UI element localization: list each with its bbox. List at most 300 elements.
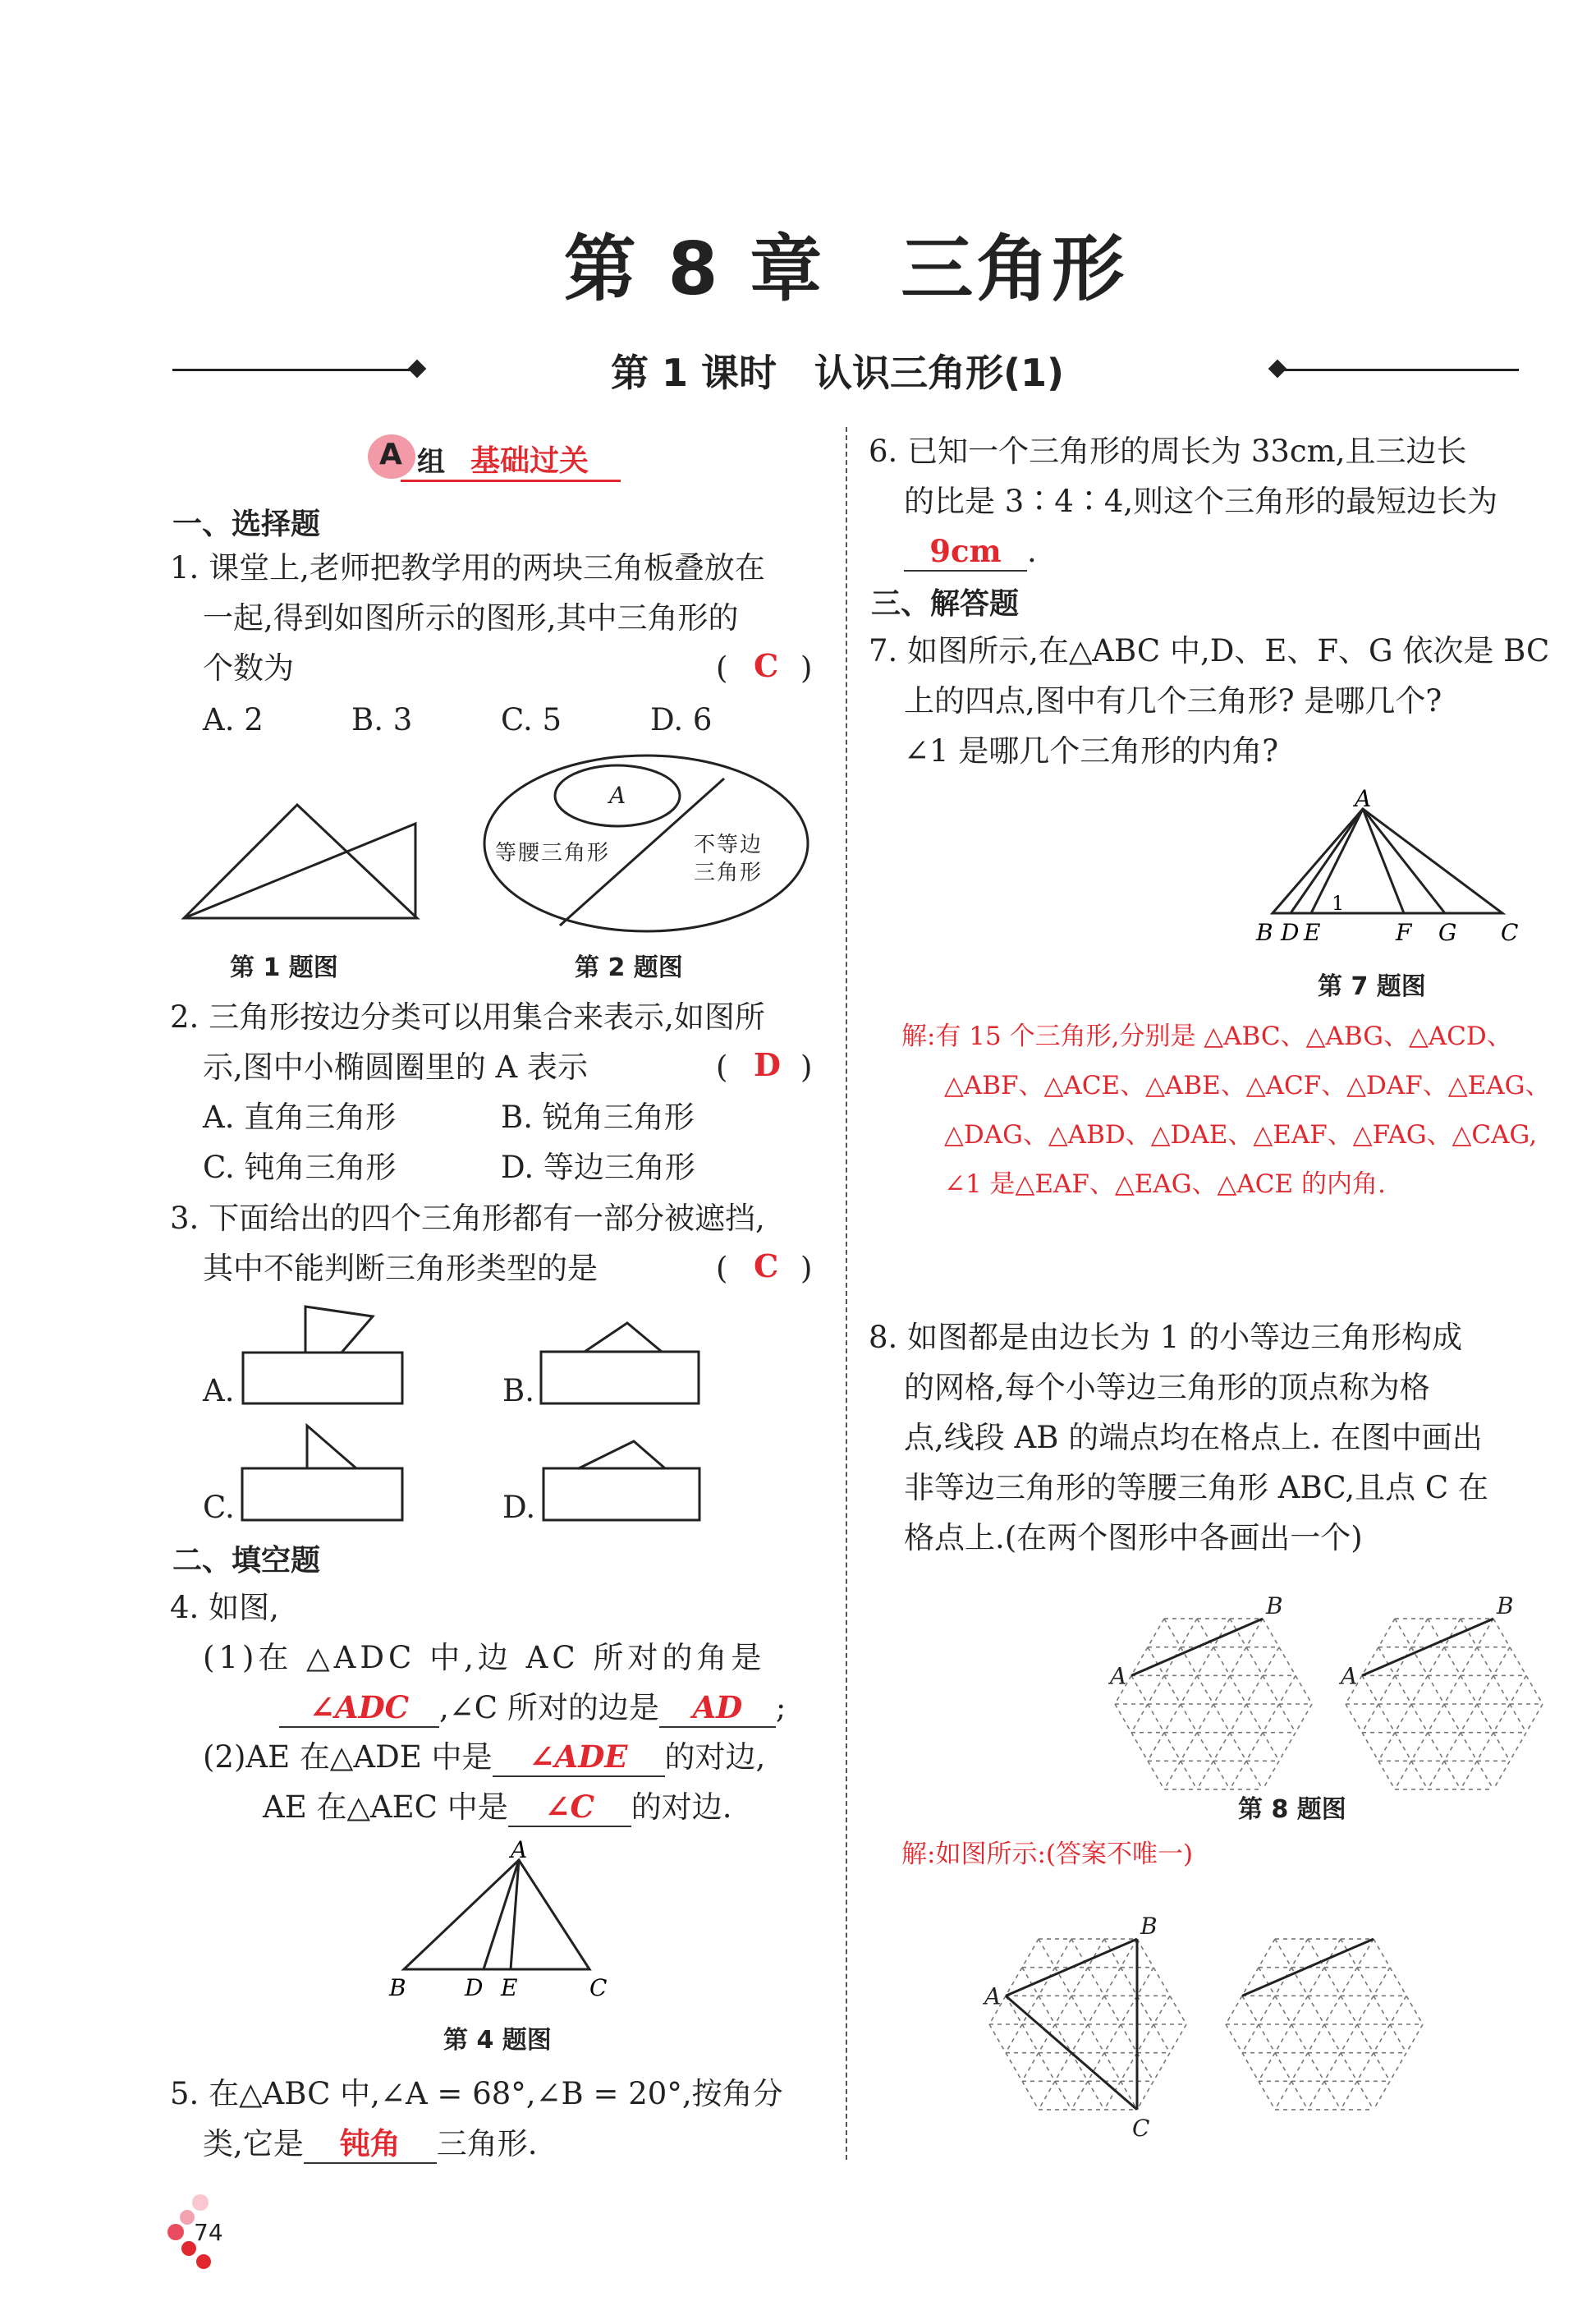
q8-solution-right-grid-line bbox=[1242, 2053, 1259, 2082]
q8-solution-left-grid-line bbox=[1071, 1996, 1088, 2024]
q1-paren-open: ( bbox=[716, 650, 728, 686]
q4-intro: 4. 如图, bbox=[170, 1590, 279, 1625]
q8-grid-right-grid-line bbox=[1444, 1761, 1461, 1789]
q2-option-a: A. 直角三角形 bbox=[203, 1100, 397, 1135]
q8-grid-left-grid-line bbox=[1213, 1675, 1230, 1704]
q8-grid-left-grid-line bbox=[1197, 1733, 1213, 1762]
q8-grid-left-grid-line bbox=[1246, 1704, 1263, 1733]
q8-grid-right-grid-line bbox=[1395, 1733, 1411, 1762]
q8-line2: 的网格,每个小等边三角形的顶点称为格 bbox=[904, 1370, 1430, 1405]
q8-solution-left-grid-line bbox=[1121, 2081, 1137, 2110]
q8-grid-right-grid-line bbox=[1428, 1704, 1444, 1733]
q8-grid-right-grid-line bbox=[1411, 1619, 1428, 1647]
q8-solution-left-grid-line bbox=[1022, 2081, 1039, 2110]
q8-solution-left-grid-line bbox=[1088, 2081, 1104, 2110]
q4-part1c: ; bbox=[775, 1690, 787, 1725]
q8-solution-left-grid-line bbox=[1104, 2024, 1121, 2053]
fig4-caption: 第 4 题图 bbox=[443, 2026, 552, 2055]
q8-solution-right-grid-line bbox=[1341, 1968, 1357, 1996]
q8-solution-right-grid-line bbox=[1291, 2081, 1308, 2110]
badge-group: 组 bbox=[417, 446, 445, 479]
q8-grid-right-grid-line bbox=[1510, 1647, 1526, 1676]
fig2-label-right2: 三角形 bbox=[694, 861, 764, 885]
q4-part1b: ,∠C 所对的边是 bbox=[439, 1690, 659, 1725]
q8-solution-right-grid-line bbox=[1390, 2053, 1406, 2082]
fig1-caption: 第 1 题图 bbox=[230, 953, 338, 982]
q8-grid-right-grid-line bbox=[1411, 1704, 1428, 1733]
q8-solution-left-grid-line bbox=[1088, 2053, 1104, 2082]
q8-grid-left-grid-line bbox=[1131, 1733, 1148, 1762]
q8-solution-left-grid-line bbox=[1104, 2053, 1121, 2082]
q8-solution-right-grid-line bbox=[1324, 2053, 1341, 2082]
q8-grid-right-grid-line bbox=[1477, 1675, 1493, 1704]
fig7-label-a: A bbox=[1355, 785, 1372, 812]
fig7-label-b: B bbox=[1256, 919, 1273, 946]
q8-solution-right-grid-line bbox=[1357, 2053, 1374, 2082]
fig2-label-left: 等腰三角形 bbox=[495, 841, 611, 866]
q8-solution-left-grid-line bbox=[1071, 2053, 1088, 2082]
section-fill: 二、填空题 bbox=[172, 1544, 321, 1578]
q3-option-a: A. bbox=[203, 1373, 235, 1408]
q8-grid-left-grid-line bbox=[1181, 1761, 1197, 1789]
fig2-label-right1: 不等边 bbox=[694, 833, 764, 857]
q8-solution-right-grid-line bbox=[1259, 1996, 1275, 2024]
q8-solution-left-grid-line bbox=[1153, 1968, 1170, 1996]
q8-grid-left-grid-line bbox=[1213, 1733, 1230, 1762]
fig7-label-angle1: 1 bbox=[1332, 892, 1345, 915]
q8-grid-left-grid-line bbox=[1197, 1647, 1213, 1676]
q8-solution-right-grid-line bbox=[1406, 1996, 1423, 2024]
page-number: 74 bbox=[194, 2219, 223, 2246]
q8-grid-left-grid-line bbox=[1213, 1761, 1230, 1789]
q8-grid-right-label-a: A bbox=[1341, 1662, 1358, 1690]
q8-solution-left-grid-line bbox=[1039, 2024, 1055, 2053]
q2-option-d: D. 等边三角形 bbox=[501, 1150, 695, 1185]
q8-solution-left-grid-line bbox=[1137, 2053, 1153, 2082]
q8-grid-right-grid-line bbox=[1411, 1675, 1428, 1704]
q8-solution-right-grid-line bbox=[1374, 2024, 1390, 2053]
q8-grid-left-grid-line bbox=[1279, 1647, 1296, 1676]
q8-grid-right-grid-line bbox=[1378, 1704, 1395, 1733]
q8-grid-left-grid-line bbox=[1164, 1761, 1181, 1789]
q8-solution-right-grid-line bbox=[1390, 2024, 1406, 2053]
q8-grid-left-grid-line bbox=[1230, 1675, 1246, 1704]
q8-solution-right-grid-line bbox=[1308, 2081, 1324, 2110]
q8-grid-left-grid-line bbox=[1131, 1704, 1148, 1733]
q8-solution-left-grid-line bbox=[1137, 2081, 1153, 2110]
q8-grid-right-label-b: B bbox=[1497, 1592, 1514, 1620]
q8-grid-left-grid-line bbox=[1181, 1704, 1197, 1733]
q8-grid-right-grid-line bbox=[1493, 1675, 1510, 1704]
q8-solution-right-grid-line bbox=[1259, 2081, 1275, 2110]
q8-grid-left-grid-line bbox=[1230, 1647, 1246, 1676]
q8-solution-right-grid-line bbox=[1275, 2053, 1291, 2082]
q8-grid-right-grid-line bbox=[1493, 1704, 1510, 1733]
q8-solution-left-grid-line bbox=[1039, 1996, 1055, 2024]
q8-solution-left-label-c: C bbox=[1132, 2114, 1150, 2142]
q8-solution-right-grid-line bbox=[1291, 1939, 1308, 1968]
q8-line1: 8. 如图都是由边长为 1 的小等边三角形构成 bbox=[869, 1320, 1463, 1355]
q8-solution-left-grid-line bbox=[1153, 1996, 1170, 2024]
q8-line3: 点,线段 AB 的端点均在格点上. 在图中画出 bbox=[904, 1420, 1483, 1455]
q8-solution-right-grid-line bbox=[1357, 1968, 1374, 1996]
q8-grid-left-grid-line bbox=[1230, 1733, 1246, 1762]
q8-grid-right-grid-line bbox=[1461, 1675, 1477, 1704]
q8-solution-right-grid-line bbox=[1308, 1968, 1324, 1996]
fig7-label-f: F bbox=[1396, 919, 1412, 946]
q8-solution-right-grid-line bbox=[1259, 1939, 1275, 1968]
q8-grid-right-grid-line bbox=[1493, 1761, 1510, 1789]
q8-grid-left-grid-line bbox=[1115, 1704, 1131, 1733]
q1-answer: C bbox=[754, 647, 779, 684]
q1-line1: 1. 课堂上,老师把教学用的两块三角板叠放在 bbox=[170, 550, 765, 586]
q8-grid-left-grid-line bbox=[1148, 1704, 1164, 1733]
q6-end: . bbox=[1027, 534, 1037, 569]
q4-answer4: ∠C bbox=[508, 1788, 631, 1827]
q8-grid-left-grid-line bbox=[1246, 1761, 1263, 1789]
q6-answer: 9cm bbox=[904, 532, 1027, 572]
q8-solution-right-grid-line bbox=[1242, 1996, 1259, 2024]
q3-paren-close: ) bbox=[800, 1251, 813, 1286]
q8-grid-right-grid-line bbox=[1461, 1761, 1477, 1789]
q8-solution-left-grid-line bbox=[1104, 2081, 1121, 2110]
q8-grid-left-grid-line bbox=[1148, 1761, 1164, 1789]
q4-part1a: (1)在 △ADC 中,边 AC 所对的角是 bbox=[203, 1640, 766, 1675]
q8-solution-right-grid-line bbox=[1259, 2024, 1275, 2053]
q8-solution-right-grid-line bbox=[1341, 2081, 1357, 2110]
q8-solution-left-grid-line bbox=[1071, 2024, 1088, 2053]
q8-solution-left-grid-line bbox=[1039, 2053, 1055, 2082]
q1-paren-close: ) bbox=[800, 650, 813, 686]
fig2-caption: 第 2 题图 bbox=[575, 953, 683, 982]
q2-option-c: C. 钝角三角形 bbox=[203, 1150, 397, 1185]
q8-solution-left-grid-line bbox=[1006, 2024, 1022, 2053]
q4-answer2: AD bbox=[659, 1688, 776, 1728]
q4-part3a: AE 在△AEC 中是 bbox=[263, 1789, 508, 1825]
q8-grid-left-grid-line bbox=[1279, 1675, 1296, 1704]
q8-grid-left-grid-line bbox=[1164, 1619, 1181, 1647]
q4-answer3: ∠ADE bbox=[493, 1738, 665, 1777]
q8-grid-left-grid-line bbox=[1246, 1733, 1263, 1762]
q6-line2: 的比是 3∶4∶4,则这个三角形的最短边长为 bbox=[904, 484, 1498, 519]
q2-paren-close: ) bbox=[800, 1050, 813, 1085]
q8-grid-right-grid-line bbox=[1477, 1647, 1493, 1676]
q8-grid-right-grid-line bbox=[1346, 1704, 1362, 1733]
q8-solution-left-grid-line bbox=[1022, 1996, 1039, 2024]
q8-grid-left-grid-line bbox=[1181, 1675, 1197, 1704]
q7-solution-line3: △DAG、△ABD、△DAE、△EAF、△FAG、△CAG, bbox=[944, 1120, 1538, 1150]
q8-solution-right-grid-line bbox=[1275, 1996, 1291, 2024]
q8-solution-left-grid-line bbox=[1055, 2053, 1071, 2082]
badge-label: 基础过关 bbox=[470, 444, 589, 478]
q8-solution-right-grid-line bbox=[1226, 1996, 1242, 2024]
q8-solution-left-grid-line bbox=[1121, 1968, 1137, 1996]
q5-answer: 钝角 bbox=[304, 2124, 437, 2164]
q4-part2a: (2)AE 在△ADE 中是 bbox=[203, 1739, 493, 1775]
q8-grid-left-grid-line bbox=[1181, 1619, 1197, 1647]
q8-solution-right-grid-line bbox=[1341, 2053, 1357, 2082]
q8-solution-right-grid-line bbox=[1308, 2024, 1324, 2053]
q8-grid-right-grid-line bbox=[1477, 1704, 1493, 1733]
q8-solution-right-grid-line bbox=[1291, 1996, 1308, 2024]
q8-grid-right-grid-line bbox=[1444, 1675, 1461, 1704]
q8-solution-left-label-a: A bbox=[984, 1982, 1002, 2010]
q8-grid-left-grid-line bbox=[1263, 1619, 1279, 1647]
q8-solution-right-grid-line bbox=[1324, 2081, 1341, 2110]
q2-line1: 2. 三角形按边分类可以用集合来表示,如图所 bbox=[170, 999, 765, 1035]
q8-solution-left-grid-line bbox=[1055, 2024, 1071, 2053]
fig2-label-a: A bbox=[609, 782, 626, 809]
q8-grid-left-grid-line bbox=[1246, 1675, 1263, 1704]
q8-solution-left-grid-line bbox=[1121, 1996, 1137, 2024]
q8-solution: 解:如图所示:(答案不唯一) bbox=[901, 1840, 1194, 1869]
q8-solution-left-grid-line bbox=[1137, 2024, 1153, 2053]
q8-grid-left-grid-line bbox=[1164, 1675, 1181, 1704]
q8-solution-right-grid-line bbox=[1374, 1939, 1390, 1968]
fig4-label-c: C bbox=[589, 1974, 608, 2001]
q8-solution-right-grid-line bbox=[1291, 2053, 1308, 2082]
q8-solution-right-grid-line bbox=[1242, 2024, 1259, 2053]
q8-grid-right-grid-line bbox=[1411, 1733, 1428, 1762]
q8-solution-right-grid-line bbox=[1374, 2053, 1390, 2082]
q8-grid-left-grid-line bbox=[1148, 1619, 1164, 1647]
q8-solution-left-grid-line bbox=[1055, 1939, 1071, 1968]
q8-grid-left-label-b: B bbox=[1266, 1592, 1283, 1620]
q7-line1: 7. 如图所示,在△ABC 中,D、E、F、G 依次是 BC bbox=[869, 633, 1550, 668]
q8-grid-right-grid-line bbox=[1477, 1733, 1493, 1762]
q8-solution-left-grid-line bbox=[1088, 1968, 1104, 1996]
fig4-label-a: A bbox=[511, 1836, 528, 1863]
q8-solution-left-grid-line bbox=[989, 2024, 1006, 2053]
q4-part2b: 的对边, bbox=[664, 1739, 766, 1775]
q4-part3b: 的对边. bbox=[631, 1789, 732, 1825]
q8-solution-right-grid-line bbox=[1374, 1996, 1390, 2024]
q1-line3: 个数为 bbox=[203, 650, 294, 686]
q8-solution-right-grid-line bbox=[1291, 2024, 1308, 2053]
q8-grid-left-grid-line bbox=[1148, 1675, 1164, 1704]
q8-solution-left-grid-line bbox=[1022, 2053, 1039, 2082]
q8-grid-right-grid-line bbox=[1378, 1761, 1395, 1789]
q8-solution-left-grid-line bbox=[1137, 1968, 1153, 1996]
q8-line4: 非等边三角形的等腰三角形 ABC,且点 C 在 bbox=[904, 1470, 1488, 1505]
q1-option-a: A. 2 bbox=[203, 702, 264, 737]
section-answer: 三、解答题 bbox=[871, 587, 1020, 621]
q8-solution-left-label-b: B bbox=[1140, 1913, 1158, 1941]
q3-option-b: B. bbox=[502, 1373, 534, 1408]
q8-grid-right-grid-line bbox=[1444, 1704, 1461, 1733]
q2-paren-open: ( bbox=[716, 1050, 728, 1085]
q8-solution-left-grid-line bbox=[1071, 1968, 1088, 1996]
q8-grid-right-grid-line bbox=[1444, 1733, 1461, 1762]
q8-solution-right-grid-line bbox=[1275, 2081, 1291, 2110]
q3-line2: 其中不能判断三角形类型的是 bbox=[203, 1251, 598, 1286]
q8-grid-right-grid-line bbox=[1428, 1733, 1444, 1762]
fig7-label-d: D bbox=[1281, 919, 1300, 946]
q3-answer: C bbox=[754, 1247, 779, 1284]
q8-grid-left-grid-line bbox=[1263, 1704, 1279, 1733]
q4-answer1: ∠ADC bbox=[279, 1688, 439, 1728]
q8-grid-right-grid-line bbox=[1510, 1733, 1526, 1762]
q1-option-c: C. 5 bbox=[501, 702, 562, 737]
q8-grid-right-grid-line bbox=[1378, 1733, 1395, 1762]
q8-grid-right-grid-line bbox=[1362, 1675, 1378, 1704]
q2-line2: 示,图中小椭圆圈里的 A 表示 bbox=[203, 1050, 589, 1085]
fig4-label-e: E bbox=[501, 1974, 518, 2001]
q2-option-b: B. 锐角三角形 bbox=[501, 1100, 695, 1135]
q8-grid-left-grid-line bbox=[1296, 1704, 1312, 1733]
q8-solution-left-grid-line bbox=[1088, 2024, 1104, 2053]
q8-grid-right-grid-line bbox=[1362, 1733, 1378, 1762]
q6-line1: 6. 已知一个三角形的周长为 33cm,且三边长 bbox=[869, 434, 1467, 469]
q8-solution-right-grid-line bbox=[1226, 2024, 1242, 2053]
q8-solution-left-grid-line bbox=[1022, 1939, 1039, 1968]
q8-grid-right-grid-line bbox=[1526, 1675, 1543, 1704]
q2-answer: D bbox=[754, 1046, 781, 1083]
q8-grid-left-grid-line bbox=[1246, 1647, 1263, 1676]
q8-grid-right-grid-line bbox=[1395, 1761, 1411, 1789]
q8-solution-left-grid-line bbox=[1039, 2081, 1055, 2110]
q8-grid-left-grid-line bbox=[1197, 1761, 1213, 1789]
q8-solution-left-grid-line bbox=[1088, 1996, 1104, 2024]
q8-solution-right-grid-line bbox=[1324, 2024, 1341, 2053]
chapter-title: 第 8 章 三角形 bbox=[563, 227, 1128, 311]
fig7-label-g: G bbox=[1438, 919, 1457, 946]
q8-solution-left-grid-line bbox=[1006, 1996, 1022, 2024]
q8-grid-left-grid-line bbox=[1197, 1675, 1213, 1704]
q8-grid-right-grid-line bbox=[1428, 1761, 1444, 1789]
q8-grid-right-grid-line bbox=[1444, 1647, 1461, 1676]
q8-solution-right-grid-line bbox=[1324, 1968, 1341, 1996]
q8-grid-right-grid-line bbox=[1493, 1647, 1510, 1676]
q8-grid-left-grid-line bbox=[1164, 1704, 1181, 1733]
fig8-caption: 第 8 题图 bbox=[1238, 1795, 1346, 1824]
fig7-label-e: E bbox=[1304, 919, 1321, 946]
q8-grid-left-grid-line bbox=[1279, 1704, 1296, 1733]
fig4-label-b: B bbox=[389, 1974, 406, 2001]
q8-solution-right-grid-line bbox=[1406, 2024, 1423, 2053]
q8-solution-right-grid-line bbox=[1259, 2053, 1275, 2082]
q8-solution-left-grid-line bbox=[1022, 2024, 1039, 2053]
q8-grid-right-grid-line bbox=[1493, 1733, 1510, 1762]
section-choice: 一、选择题 bbox=[172, 508, 321, 541]
q7-solution-line1: 解:有 15 个三角形,分别是 △ABC、△ABG、△ACD、 bbox=[901, 1022, 1512, 1051]
q5-line1: 5. 在△ABC 中,∠A = 68°,∠B = 20°,按角分 bbox=[170, 2076, 783, 2111]
q8-solution-right-grid-line bbox=[1390, 1996, 1406, 2024]
q8-grid-right-grid-line bbox=[1461, 1647, 1477, 1676]
q7-line3: ∠1 是哪几个三角形的内角? bbox=[904, 733, 1279, 769]
q3-line1: 3. 下面给出的四个三角形都有一部分被遮挡, bbox=[170, 1201, 765, 1236]
q8-grid-right-grid-line bbox=[1510, 1675, 1526, 1704]
q8-grid-left-label-a: A bbox=[1110, 1662, 1127, 1690]
q8-solution-right-grid-line bbox=[1308, 1996, 1324, 2024]
q8-solution-left-grid-line bbox=[1137, 1939, 1153, 1968]
q8-solution-right-grid-line bbox=[1374, 1968, 1390, 1996]
q8-grid-right-grid-line bbox=[1378, 1675, 1395, 1704]
q8-solution-left-grid-line bbox=[1170, 1996, 1186, 2024]
q8-solution-right-grid-line bbox=[1275, 1939, 1291, 1968]
q8-grid-left-grid-line bbox=[1263, 1647, 1279, 1676]
q8-grid-right-grid-line bbox=[1461, 1704, 1477, 1733]
q8-solution-right-grid-line bbox=[1341, 2024, 1357, 2053]
q8-grid-left-grid-line bbox=[1263, 1675, 1279, 1704]
q8-grid-left-grid-line bbox=[1230, 1761, 1246, 1789]
q8-grid-left-grid-line bbox=[1181, 1733, 1197, 1762]
q1-line2: 一起,得到如图所示的图形,其中三角形的 bbox=[203, 600, 739, 636]
q8-grid-right-grid-line bbox=[1411, 1761, 1428, 1789]
q8-grid-right-grid-line bbox=[1428, 1675, 1444, 1704]
q5-pre: 类,它是 bbox=[203, 2126, 304, 2161]
q8-grid-left-grid-line bbox=[1296, 1675, 1312, 1704]
q3-paren-open: ( bbox=[716, 1251, 728, 1286]
badge-letter: A bbox=[379, 438, 402, 471]
q8-solution-right-grid-line bbox=[1275, 2024, 1291, 2053]
q8-solution-right-grid-line bbox=[1357, 1996, 1374, 2024]
q5-post: 三角形. bbox=[436, 2126, 538, 2161]
q8-solution-left-grid-line bbox=[1153, 2024, 1170, 2053]
fig7-label-c: C bbox=[1501, 919, 1519, 946]
q8-grid-left-grid-line bbox=[1148, 1733, 1164, 1762]
q8-solution-right-grid-line bbox=[1357, 2024, 1374, 2053]
q1-option-d: D. 6 bbox=[650, 702, 713, 737]
q8-solution-right-grid-line bbox=[1390, 1968, 1406, 1996]
q8-grid-right-grid-line bbox=[1461, 1733, 1477, 1762]
q7-solution-line4: ∠1 是△EAF、△EAG、△ACE 的内角. bbox=[944, 1169, 1386, 1199]
q8-solution-right-grid-line bbox=[1341, 1996, 1357, 2024]
q8-solution-right-grid-line bbox=[1308, 2053, 1324, 2082]
q8-grid-left-grid-line bbox=[1131, 1675, 1148, 1704]
q8-grid-left-grid-line bbox=[1197, 1704, 1213, 1733]
q8-solution-left-grid-line bbox=[1039, 1939, 1055, 1968]
q3-option-c: C. bbox=[203, 1490, 235, 1525]
q8-line5: 格点上.(在两个图形中各画出一个) bbox=[904, 1520, 1363, 1555]
q8-solution-left-grid-line bbox=[1006, 2053, 1022, 2082]
q8-solution-left-grid-line bbox=[1055, 1996, 1071, 2024]
q8-solution-left-grid-line bbox=[1170, 2024, 1186, 2053]
q3-option-d: D. bbox=[502, 1490, 536, 1525]
q8-solution-right-grid-line bbox=[1374, 2081, 1390, 2110]
q8-grid-right-grid-line bbox=[1395, 1619, 1411, 1647]
q8-solution-left-grid-line bbox=[1153, 2053, 1170, 2082]
q8-grid-right-grid-line bbox=[1477, 1761, 1493, 1789]
q8-grid-left-grid-line bbox=[1213, 1647, 1230, 1676]
q8-grid-right-grid-line bbox=[1493, 1619, 1510, 1647]
q8-solution-left-grid-line bbox=[1071, 2081, 1088, 2110]
q8-solution-left-grid-line bbox=[1104, 1996, 1121, 2024]
q8-grid-right-grid-line bbox=[1395, 1675, 1411, 1704]
q8-solution-left-grid-line bbox=[1121, 2024, 1137, 2053]
lesson-title: 第 1 课时 认识三角形(1) bbox=[610, 351, 1065, 395]
fig7-caption: 第 7 题图 bbox=[1318, 972, 1426, 1001]
q8-solution-right-grid-line bbox=[1324, 1996, 1341, 2024]
q8-grid-left-grid-line bbox=[1213, 1704, 1230, 1733]
q8-solution-right-grid-line bbox=[1357, 2081, 1374, 2110]
q8-grid-right-grid-line bbox=[1395, 1704, 1411, 1733]
q8-grid-right-grid-line bbox=[1378, 1619, 1395, 1647]
q8-solution-left-grid-line bbox=[1121, 2053, 1137, 2082]
q8-grid-left-grid-line bbox=[1263, 1761, 1279, 1789]
q8-solution-left-grid-line bbox=[1137, 1996, 1153, 2024]
q8-grid-right-grid-line bbox=[1428, 1647, 1444, 1676]
q8-solution-left-grid-line bbox=[1055, 2081, 1071, 2110]
q8-grid-right-grid-line bbox=[1526, 1704, 1543, 1733]
q1-option-b: B. 3 bbox=[351, 702, 413, 737]
q8-grid-left-grid-line bbox=[1263, 1733, 1279, 1762]
q8-grid-right-grid-line bbox=[1362, 1704, 1378, 1733]
q8-grid-left-grid-line bbox=[1164, 1733, 1181, 1762]
q8-solution-left-grid-line bbox=[1104, 1968, 1121, 1996]
q7-solution-line2: △ABF、△ACE、△ABE、△ACF、△DAF、△EAG、 bbox=[944, 1071, 1551, 1100]
q8-grid-left-grid-line bbox=[1279, 1733, 1296, 1762]
